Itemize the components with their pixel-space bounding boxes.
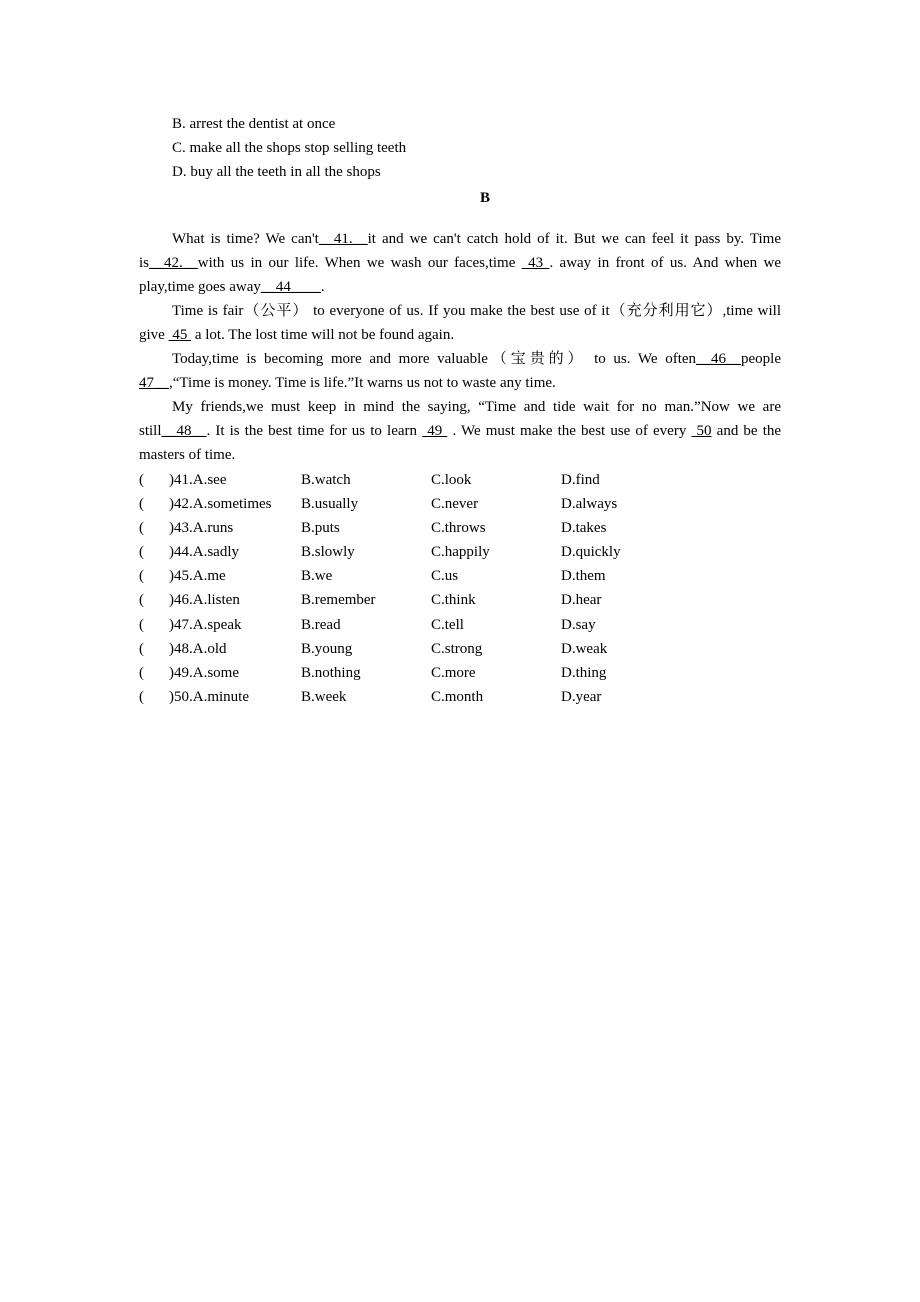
section-title: B	[479, 190, 490, 206]
option-d: D.always	[561, 496, 618, 513]
passage-text: Today,time is becoming more and more valuable（宝贵的） to us. We often	[172, 351, 697, 367]
passage-text: ,“Time is money. Time is life.”It warns us not to waste any time.	[169, 375, 556, 391]
option-b: B.puts	[301, 520, 340, 537]
option-c: C.throws	[431, 520, 486, 537]
option-b: B.nothing	[301, 664, 361, 681]
blank-43: 43	[521, 255, 550, 271]
option-a: )43.A.runs	[169, 520, 234, 537]
option-b: B.read	[301, 616, 341, 633]
blank-48: __48__	[161, 423, 207, 439]
passage-text: . away in front of us. And when we play,time goes away	[139, 255, 782, 295]
option-c: C.tell	[431, 616, 464, 633]
option-a: )47.A.speak	[169, 616, 242, 633]
answer-paren: (	[139, 544, 144, 561]
option-b: B.usually	[301, 496, 359, 513]
option-b: B.slowly	[301, 544, 355, 561]
option-c: C.think	[431, 592, 476, 609]
option-c: C.us	[431, 568, 459, 585]
option-d: D.year	[561, 688, 602, 705]
blank-41: __41.__	[318, 231, 368, 247]
option-c: C.look	[431, 472, 472, 488]
option-a: )50.A.minute	[169, 688, 249, 705]
option-c: C.month	[431, 688, 484, 705]
passage-text: My friends,we must keep in mind the saying, “Time and tide wait for no man.”Now we are still	[139, 399, 781, 439]
answer-paren: (	[139, 688, 144, 705]
option-b: B.watch	[301, 472, 351, 488]
option-a: )48.A.old	[169, 640, 227, 657]
previous-option-d: D. buy all the teeth in all the shops	[172, 164, 381, 180]
option-b: B.young	[301, 640, 353, 657]
answer-paren: (	[139, 640, 144, 657]
blank-44: __44____	[260, 279, 321, 295]
passage-text: . We must make the best use of every	[447, 423, 692, 439]
option-b: B.we	[301, 568, 333, 585]
option-a: )46.A.listen	[169, 592, 240, 609]
option-a: )42.A.sometimes	[169, 496, 272, 513]
option-d: D.thing	[561, 664, 607, 681]
passage-text: . It is the best time for us to learn	[206, 423, 423, 439]
option-d: D.weak	[561, 640, 608, 657]
blank-47: 47__	[139, 375, 169, 391]
option-d: D.them	[561, 568, 606, 585]
passage-paragraph	[139, 395, 781, 467]
answer-paren: (	[139, 592, 144, 609]
blank-45: 45	[168, 327, 192, 343]
cloze-passage	[139, 227, 781, 467]
option-d: D.takes	[561, 520, 607, 537]
option-d: D.quickly	[561, 544, 621, 561]
passage-text: Time is fair（公平） to everyone of us. If you make the best use of it（充分利用它）,time will give	[139, 303, 781, 343]
answer-paren: (	[139, 616, 144, 633]
passage-text: .	[320, 279, 325, 295]
answer-paren: (	[139, 664, 144, 681]
option-a: )41.A.see	[169, 472, 227, 488]
passage-text: with us in our life. When we wash our faces,time	[197, 255, 522, 271]
passage-text: and be the masters of time.	[139, 423, 782, 463]
passage-text: people	[741, 351, 781, 367]
option-b: B.remember	[301, 592, 376, 609]
option-c: C.never	[431, 496, 479, 513]
blank-46: __46__	[696, 351, 742, 367]
option-a: )45.A.me	[169, 568, 226, 585]
answer-paren: (	[139, 496, 144, 513]
option-d: D.say	[561, 616, 596, 633]
blank-50: 50	[691, 423, 712, 439]
blank-42: __42.__	[149, 255, 198, 271]
previous-option-b: B. arrest the dentist at once	[172, 116, 336, 132]
passage-paragraph	[139, 347, 781, 395]
option-d: D.hear	[561, 592, 602, 609]
blank-49: 49	[422, 423, 448, 439]
passage-text: it and we can't catch hold of it. But we can feel it pass by. Time is	[139, 231, 781, 271]
option-c: C.strong	[431, 640, 483, 657]
option-c: C.happily	[431, 544, 490, 561]
option-b: B.week	[301, 688, 347, 705]
answer-paren: (	[139, 520, 144, 537]
passage-text: What is time? We can't	[172, 231, 319, 247]
option-a: )44.A.sadly	[169, 544, 239, 561]
answer-paren: (	[139, 568, 144, 585]
option-c: C.more	[431, 664, 476, 681]
option-d: D.find	[561, 472, 600, 488]
option-a: )49.A.some	[169, 664, 239, 681]
passage-text: a lot. The lost time will not be found again.	[191, 327, 455, 343]
passage-paragraph	[139, 299, 781, 347]
previous-option-c: C. make all the shops stop selling teeth	[172, 140, 407, 156]
passage-paragraph	[139, 227, 781, 299]
answer-paren: (	[139, 472, 144, 488]
